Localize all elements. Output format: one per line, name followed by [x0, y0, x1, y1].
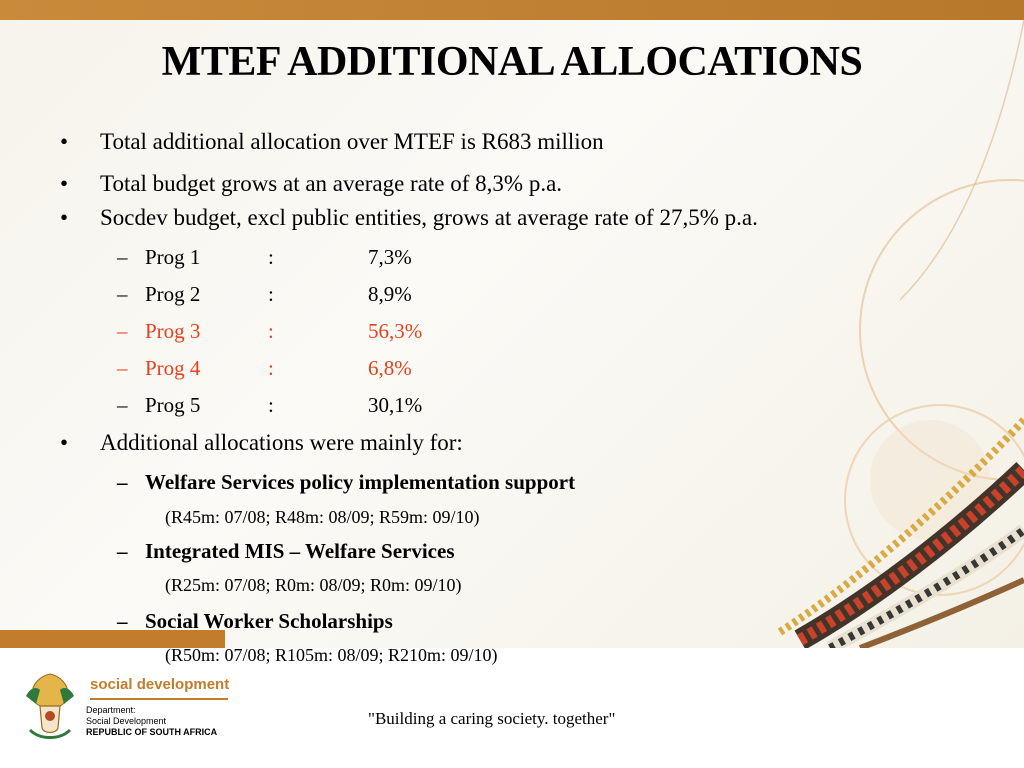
bullet-socdev-growth: [60, 205, 758, 231]
allocation-detail-1: (R45m: 07/08; R48m: 08/09; R59m: 09/10): [165, 507, 480, 527]
colon-separator: :: [268, 356, 274, 380]
bullet-text: Total additional allocation over MTEF is R683 million: [100, 129, 604, 154]
department-name: Social Development: [86, 716, 167, 726]
allocation-title-3: [117, 609, 393, 634]
bullet-total-allocation: [60, 129, 604, 155]
dash-marker: –: [117, 470, 128, 494]
programme-row-1: [117, 245, 412, 270]
dash-marker: –: [117, 539, 128, 563]
dash-marker: –: [117, 245, 128, 269]
bullet-marker: •: [60, 205, 69, 230]
programme-value: 56,3%: [368, 319, 423, 343]
colon-separator: :: [268, 319, 274, 343]
allocation-detail-2: (R25m: 07/08; R0m: 08/09; R0m: 09/10): [165, 575, 462, 595]
allocation-title: Integrated MIS – Welfare Services: [145, 539, 455, 563]
programme-name: Prog 2: [145, 282, 201, 306]
logo-wordmark: social development: [90, 676, 230, 693]
programme-value: 7,3%: [368, 245, 412, 269]
programme-row-3: [117, 319, 422, 344]
dash-marker: –: [117, 609, 128, 633]
logo-divider: [90, 698, 228, 700]
bullet-marker: •: [60, 129, 69, 154]
footer-panel: [0, 648, 1024, 768]
programme-name: Prog 1: [145, 245, 201, 269]
programme-name: Prog 4: [145, 356, 201, 380]
bullet-additional-allocations: [60, 430, 463, 456]
bullet-budget-growth: [60, 171, 562, 197]
programme-value: 6,8%: [368, 356, 412, 380]
bullet-text: Additional allocations were mainly for:: [100, 430, 463, 455]
department-label: Department:: [86, 705, 136, 715]
bullet-marker: •: [60, 171, 69, 196]
country-name: REPUBLIC OF SOUTH AFRICA: [86, 727, 218, 737]
dash-marker: –: [117, 393, 128, 417]
allocation-title: Social Worker Scholarships: [145, 609, 393, 633]
dash-marker: –: [117, 356, 128, 380]
allocation-detail-3: (R50m: 07/08; R105m: 08/09; R210m: 09/10): [165, 645, 498, 665]
allocation-title-2: [117, 539, 455, 564]
coat-of-arms-icon: [22, 670, 78, 742]
programme-row-2: [117, 282, 412, 307]
slide-title: MTEF ADDITIONAL ALLOCATIONS: [161, 39, 863, 85]
bullet-text: Total budget grows at an average rate of 8,3% p.a.: [100, 171, 563, 196]
bullet-marker: •: [60, 430, 69, 455]
dash-marker: –: [117, 282, 128, 306]
programme-name: Prog 3: [145, 319, 201, 343]
programme-value: 30,1%: [368, 393, 423, 417]
programme-name: Prog 5: [145, 393, 201, 417]
colon-separator: :: [268, 282, 274, 306]
programme-value: 8,9%: [368, 282, 412, 306]
bullet-text: Socdev budget, excl public entities, grows at average rate of 27,5% p.a.: [100, 205, 758, 230]
colon-separator: :: [268, 245, 274, 269]
footer-slogan: "Building a caring society. together": [368, 709, 616, 728]
colon-separator: :: [268, 393, 274, 417]
allocation-title-1: [117, 470, 575, 495]
programme-row-4: [117, 356, 412, 381]
dash-marker: –: [117, 319, 128, 343]
allocation-title: Welfare Services policy implementation support: [145, 470, 576, 494]
programme-row-5: [117, 393, 422, 418]
